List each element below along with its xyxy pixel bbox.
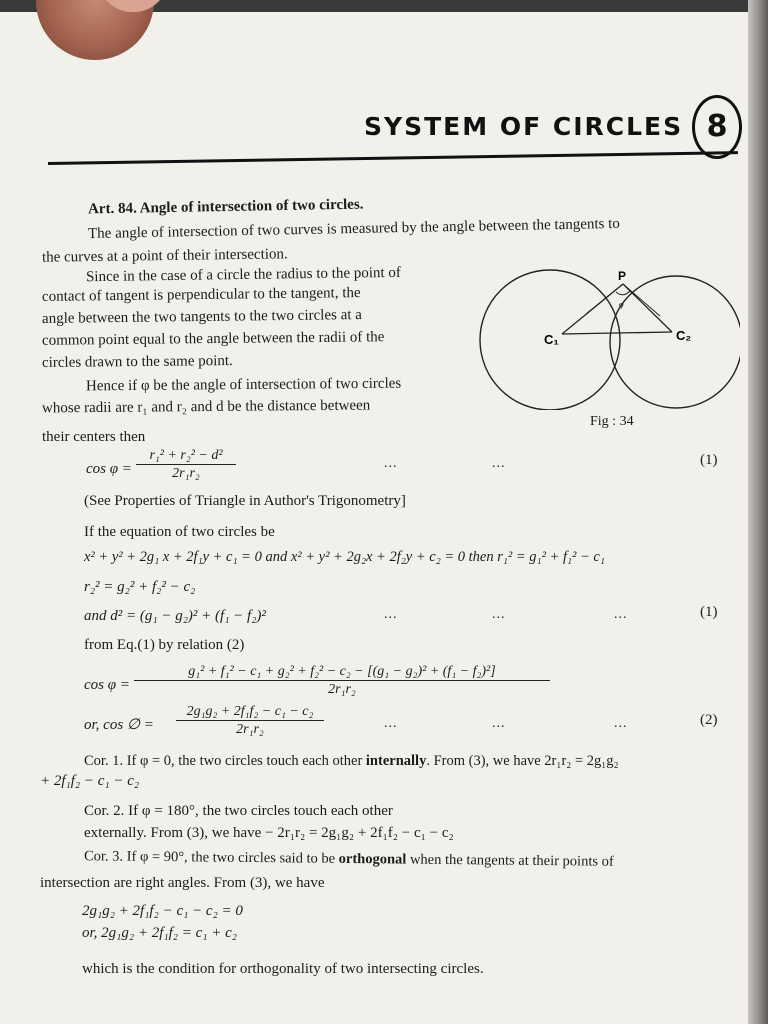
- radius-c2-p: [623, 284, 672, 332]
- leader-dots: ...: [492, 716, 506, 731]
- paragraph-line: externally. From (3), we have − 2r₁r₂ = 2g₁g₂ + 2f₁f₂ − c₁ − c₂: [84, 825, 454, 841]
- label-angle: φ: [619, 300, 624, 309]
- eq3-fraction: [176, 704, 324, 738]
- cor3-rest: when the tangents at their points of: [406, 851, 614, 870]
- leader-dots: ...: [492, 607, 506, 622]
- label-c1: C₁: [544, 332, 559, 347]
- corollary-2: Cor. 2. If φ = 180°, the two circles touch each other: [84, 803, 393, 819]
- paragraph-line: contact of tangent is perpendicular to the tangent, the: [41, 285, 361, 305]
- corollary-1: [84, 752, 619, 770]
- tangent-2: [623, 284, 660, 316]
- eq3-denominator: 2r₁r₂: [236, 722, 264, 737]
- title-rule: [48, 151, 738, 165]
- eq1-fraction: [136, 448, 236, 482]
- paragraph-line: The angle of intersection of two curves is measured by the angle between the tangents to: [87, 215, 621, 243]
- angle-arc: [616, 291, 630, 295]
- eq3-numerator: 2g₁g₂ + 2f₁f₂ − c₁ − c₂: [176, 704, 324, 721]
- cor3-text: Cor. 3. If φ = 90°, the two circles said to be: [83, 848, 339, 867]
- d-equation: and d² = (g₁ − g₂)² + (f₁ − f₂)²: [84, 608, 266, 624]
- paragraph-line: + 2f₁f₂ − c₁ − c₂: [40, 773, 140, 789]
- equation-number: (2): [700, 712, 718, 728]
- leader-dots: ...: [384, 607, 398, 622]
- cor1-rest: . From (3), we have 2r₁r₂ = 2g₁g₂: [426, 753, 619, 769]
- paragraph-line: the curves at a point of their intersection.: [41, 246, 288, 266]
- eq2-numerator: g₁² + f₁² − c₁ + g₂² + f₂² − c₂ − [(g₁ − g₂)² + (f₁ − f₂)²]: [134, 664, 550, 681]
- leader-dots: ...: [384, 456, 398, 471]
- chapter-title: SYSTEM OF CIRCLES: [364, 112, 684, 141]
- label-c2: C₂: [676, 328, 692, 343]
- see-note: (See Properties of Triangle in Author's Trigonometry]: [84, 493, 406, 509]
- article-heading: Art. 84. Angle of intersection of two circles.: [87, 196, 364, 218]
- leader-dots: ...: [614, 607, 628, 622]
- center-line: [562, 332, 672, 334]
- r2-equation: r₂² = g₂² + f₂² − c₂: [84, 579, 196, 595]
- paragraph-line: from Eq.(1) by relation (2): [84, 637, 245, 653]
- cor1-bold: internally: [365, 753, 427, 769]
- leader-dots: ...: [384, 716, 398, 731]
- paragraph-line: If the equation of two circles be: [84, 524, 275, 540]
- paragraph-line: common point equal to the angle between the radii of the: [41, 329, 385, 349]
- leader-dots: ...: [492, 456, 506, 471]
- eq1-numerator: r₁² + r₂² − d²: [136, 448, 236, 465]
- eq1-denominator: 2r₁r₂: [172, 466, 200, 481]
- equation-number: (1): [700, 604, 718, 620]
- paragraph-line: angle between the two tangents to the two circles at a: [41, 307, 362, 327]
- paragraph-line: which is the condition for orthogonality of two intersecting circles.: [82, 961, 484, 977]
- figure-caption: Fig : 34: [590, 414, 634, 429]
- tangent-1: [586, 284, 623, 314]
- circles-equation: x² + y² + 2g₁ x + 2f₁y + c₁ = 0 and x² + y² + 2g₂x + 2f₂y + c₂ = 0 then r₁² = g₁² + f₁² − c₁: [84, 549, 605, 565]
- paragraph-line: Since in the case of a circle the radius to the point of: [85, 264, 401, 286]
- paragraph-line: circles drawn to the same point.: [41, 353, 233, 371]
- equation-number: (1): [700, 452, 718, 468]
- intersecting-circles-figure: [478, 260, 740, 410]
- leader-dots: ...: [614, 716, 628, 731]
- paragraph-line: intersection are right angles. From (3), we have: [40, 875, 325, 891]
- page-edge: [748, 0, 768, 1024]
- eq3-lhs: or, cos ∅ =: [84, 717, 154, 733]
- corollary-3: [84, 847, 614, 871]
- circle-c2: [610, 276, 740, 408]
- paragraph-line: their centers then: [42, 429, 146, 445]
- orthogonal-condition-alt: or, 2g₁g₂ + 2f₁f₂ = c₁ + c₂: [82, 925, 237, 941]
- cor3-bold: orthogonal: [338, 850, 407, 868]
- eq2-lhs: cos φ =: [84, 677, 130, 693]
- label-p: P: [618, 269, 627, 283]
- paragraph-line: whose radii are r₁ and r₂ and d be the distance between: [41, 397, 371, 417]
- eq1-lhs: cos φ =: [86, 461, 132, 477]
- eq2-denominator: 2r₁r₂: [328, 682, 356, 697]
- thumb: [36, 0, 154, 60]
- orthogonal-condition: 2g₁g₂ + 2f₁f₂ − c₁ − c₂ = 0: [82, 903, 243, 919]
- cor1-text: Cor. 1. If φ = 0, the two circles touch each other: [84, 753, 366, 769]
- paragraph-line: Hence if φ be the angle of intersection of two circles: [85, 375, 402, 395]
- eq2-fraction: [134, 664, 550, 698]
- chapter-number: 8: [692, 95, 742, 159]
